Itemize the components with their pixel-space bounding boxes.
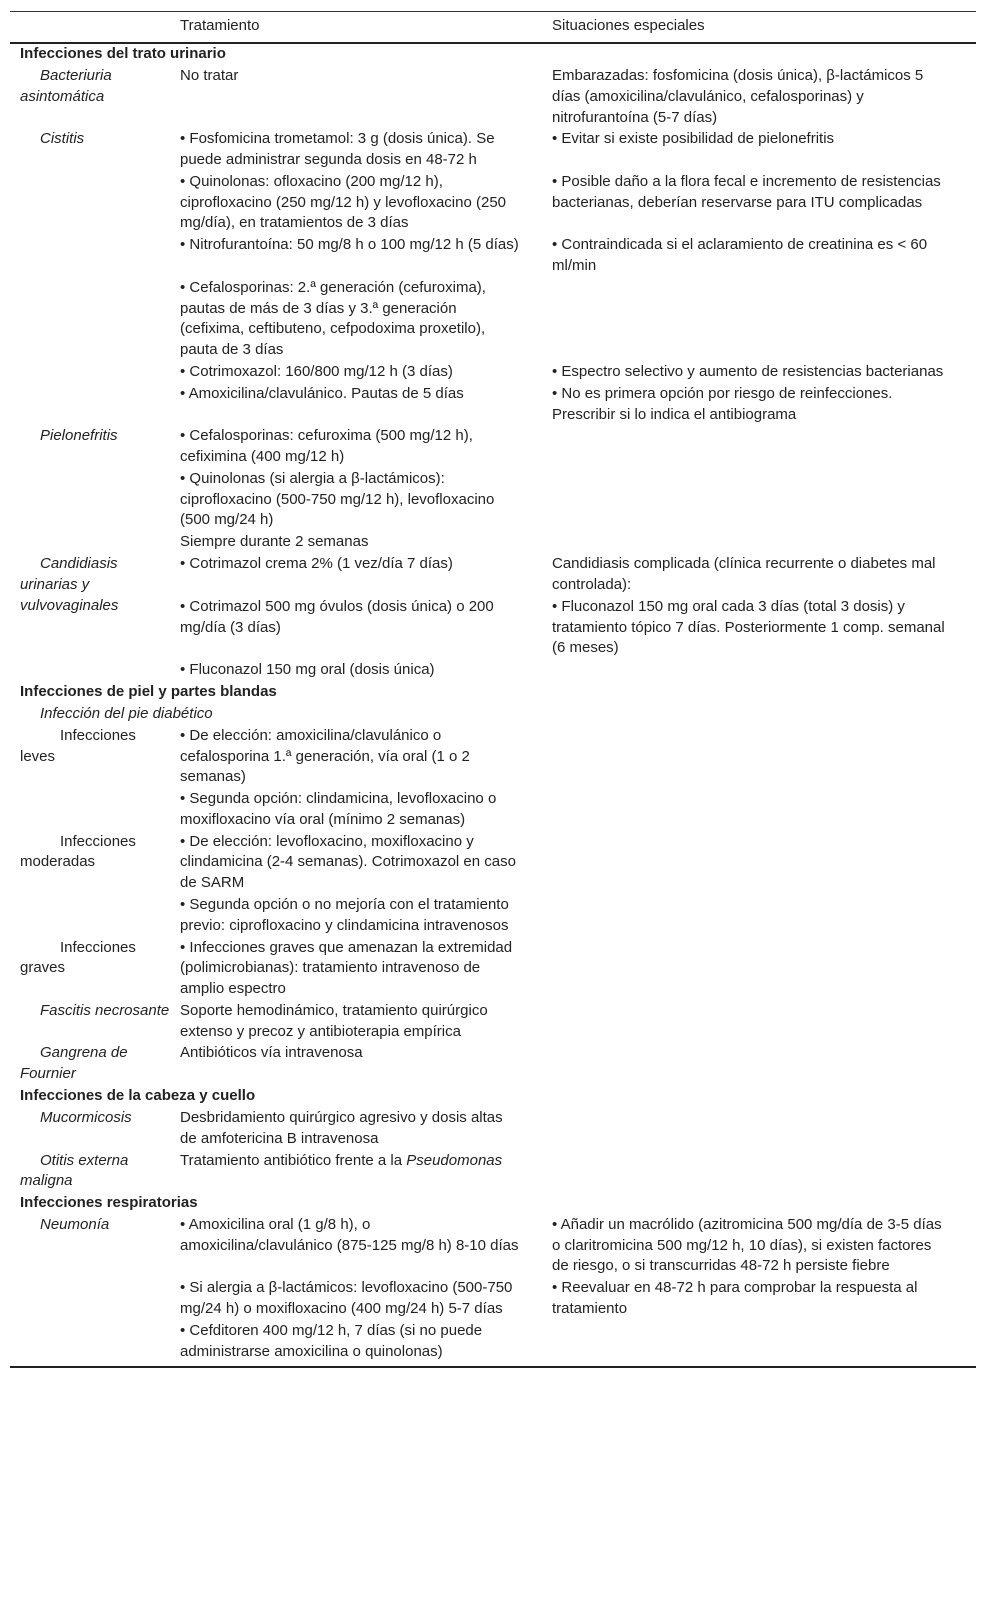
special-cell: • No es primera opción por riesgo de reinfecciones. Prescribir si lo indica el antibiograma (552, 384, 893, 423)
special-cell: • Evitar si existe posibilidad de pielonefritis (552, 130, 835, 148)
treatment-cell: • Cefalosporinas: cefuroxima (500 mg/12 h), cefiximina (400 mg/12 h) (180, 427, 473, 466)
row-label: Mucormicosis (40, 1108, 132, 1126)
special-cell (545, 532, 976, 554)
row-label: Otitis externa maligna (20, 1151, 129, 1190)
row-label: Neumonía (40, 1216, 110, 1234)
special-cell (545, 1043, 976, 1086)
document (10, 11, 976, 1368)
treatment-cell: • De elección: levofloxacino, moxifloxacino y clindamicina (2-4 semanas). Cotrimoxazol en caso de SARM (180, 832, 516, 892)
treatment-cell: • Si alergia a β-lactámicos: levofloxacino (500-750 mg/24 h) o moxifloxacino (400 mg/24 h) 5-7 días (180, 1279, 513, 1318)
treatment-cell: • Amoxicilina oral (1 g/8 h), o amoxicilina/clavulánico (875-125 mg/8 h) 8-10 días (180, 1216, 519, 1254)
row-label: Infecciones moderadas (20, 832, 136, 871)
table-row (10, 1150, 976, 1193)
special-cell (545, 725, 976, 788)
table-row (10, 831, 976, 894)
treatment-cell: • Quinolonas (si alergia a β-lactámicos): ciprofloxacino (500-750 mg/12 h), levofloxacino (500 mg/24 h) (180, 470, 495, 529)
special-cell: • Fluconazol 150 mg oral cada 3 días (total 3 dosis) y tratamiento tópico 7 días. Posteriormente 1 comp. semanal (6 meses) (552, 597, 945, 657)
treatment-cell: • Cefalosporinas: 2.ª generación (cefuroxima), pautas de más de 3 días y 3.ª generación (cefixima, ceftibuteno, cefpodoxima proxetilo), pauta de 3 días (180, 278, 486, 359)
treatment-cell: • De elección: amoxicilina/clavulánico o cefalosporina 1.ª generación, vía oral (1 o 2 semanas) (180, 726, 470, 786)
special-cell (545, 277, 976, 361)
special-cell: • Añadir un macrólido (azitromicina 500 mg/día de 3-5 días o claritromicina 500 mg/12 h, 10 días), si existen factores de riesgo, o si transcurridas 48-72 h persiste fiebre (552, 1216, 942, 1275)
table-row (10, 1000, 976, 1043)
treatment-cell: Soporte hemodinámico, tratamiento quirúrgico extenso y precoz y antibioterapia empírica (180, 1001, 488, 1040)
row-label: Infección del pie diabético (40, 704, 213, 722)
treatment-cell: • Segunda opción: clindamicina, levofloxacino o moxifloxacino vía oral (mínimo 2 semanas) (180, 790, 497, 828)
section-row (10, 43, 976, 66)
table-row (10, 1214, 976, 1277)
section-row (10, 1085, 976, 1107)
header-special: Situaciones especiales (545, 12, 976, 43)
special-cell (545, 831, 976, 894)
special-cell (545, 426, 976, 469)
table-row (10, 703, 976, 725)
row-label: Gangrena de Fournier (20, 1044, 128, 1083)
section-row (10, 1193, 976, 1215)
treatment-cell: Desbridamiento quirúrgico agresivo y dosis altas de amfotericina B intravenosa (180, 1108, 503, 1147)
row-label: Bacteriuria asintomática (20, 67, 112, 105)
table-row (10, 937, 976, 1000)
special-cell: • Reevaluar en 48-72 h para comprobar la respuesta al tratamiento (552, 1279, 918, 1318)
special-cell: • Contraindicada si el aclaramiento de creatinina es < 60 ml/min (552, 236, 928, 275)
section-title: Infecciones respiratorias (20, 1194, 198, 1212)
row-label: Pielonefritis (40, 427, 118, 445)
treatment-cell: • Cotrimazol crema 2% (1 vez/día 7 días) (180, 555, 453, 573)
special-cell (545, 660, 976, 682)
special-cell: • Espectro selectivo y aumento de resistencias bacterianas (552, 362, 944, 380)
table-row (10, 554, 976, 597)
special-cell (545, 1320, 976, 1367)
treatment-cell: No tratar (180, 67, 239, 85)
treatment-cell: • Quinolonas: ofloxacino (200 mg/12 h), ciprofloxacino (250 mg/12 h) y levofloxacino (250 mg/día), en tratamientos de 3 días (180, 173, 507, 232)
special-cell: • Posible daño a la flora fecal e incremento de resistencias bacterianas, deberían reservarse para ITU complicadas (552, 173, 941, 211)
row-label: Infecciones leves (20, 726, 136, 765)
section-row (10, 681, 976, 703)
table-row (10, 1043, 976, 1086)
special-cell (545, 1107, 976, 1150)
treatment-cell: • Cefditoren 400 mg/12 h, 7 días (si no puede administrarse amoxicilina o quinolonas) (180, 1321, 483, 1360)
special-cell (545, 937, 976, 1000)
special-cell (545, 789, 976, 832)
table-row (10, 426, 976, 469)
special-cell (545, 468, 976, 531)
treatment-cell: Tratamiento antibiótico frente a la Pseudomonas (180, 1151, 503, 1169)
row-label: Cistitis (40, 130, 85, 148)
treatment-cell: • Fosfomicina trometamol: 3 g (dosis única). Se puede administrar segunda dosis en 48-72 h (180, 130, 495, 169)
treatment-cell: Siempre durante 2 semanas (180, 533, 369, 551)
special-cell: Embarazadas: fosfomicina (dosis única), β-lactámicos 5 días (amoxicilina/clavulánico, cefalosporinas) y nitrofurantoína (5-7 días) (552, 67, 924, 126)
treatment-cell: • Amoxicilina/clavulánico. Pautas de 5 días (180, 384, 464, 402)
treatment-cell: • Cotrimoxazol: 160/800 mg/12 h (3 días) (180, 362, 453, 380)
treatment-italic: Pseudomonas (406, 1151, 503, 1169)
section-title: Infecciones de piel y partes blandas (20, 683, 277, 701)
section-title: Infecciones del trato urinario (20, 45, 226, 63)
table-row (10, 66, 976, 129)
section-title: Infecciones de la cabeza y cuello (20, 1087, 256, 1105)
treatment-cell: • Fluconazol 150 mg oral (dosis única) (180, 661, 435, 679)
special-cell (545, 1150, 976, 1193)
header-label (10, 12, 172, 43)
treatment-cell: • Infecciones graves que amenazan la extremidad (polimicrobianas): tratamiento intravenoso de amplio espectro (180, 938, 513, 997)
treatment-cell: Antibióticos vía intravenosa (180, 1044, 363, 1062)
table-body (10, 43, 976, 1368)
treatment-cell: • Nitrofurantoína: 50 mg/8 h o 100 mg/12 h (5 días) (180, 236, 519, 254)
header-treatment: Tratamiento (172, 12, 545, 43)
table-row (10, 1107, 976, 1150)
antibiotic-treatment-table (10, 11, 976, 1368)
special-cell (545, 1000, 976, 1043)
special-cell: Candidiasis complicada (clínica recurrente o diabetes mal controlada): (552, 555, 936, 593)
row-label: Candidiasis urinarias y vulvovaginales (20, 555, 119, 614)
table-header-row (10, 12, 976, 43)
treatment-cell: • Segunda opción o no mejoría con el tratamiento previo: ciprofloxacino y clindamicina intravenosos (180, 895, 509, 934)
table-row (10, 725, 976, 788)
row-label: Infecciones graves (20, 938, 136, 977)
row-label: Fascitis necrosante (40, 1001, 170, 1019)
treatment-cell: • Cotrimazol 500 mg óvulos (dosis única) o 200 mg/día (3 días) (180, 597, 494, 636)
special-cell (545, 894, 976, 937)
table-row (10, 129, 976, 172)
